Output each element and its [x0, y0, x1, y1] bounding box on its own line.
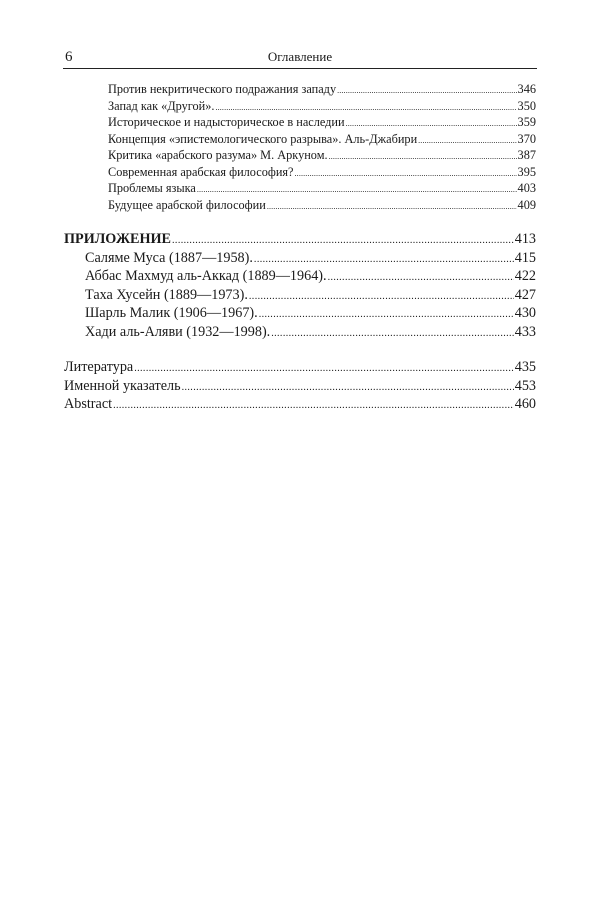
toc-entry-title: Будущее арабской философии — [108, 197, 266, 212]
dot-leader — [172, 235, 514, 246]
dot-leader — [267, 202, 517, 211]
toc-entry — [64, 324, 536, 341]
dot-leader — [346, 119, 517, 128]
running-title: Оглавление — [267, 49, 333, 64]
page-header — [63, 46, 537, 69]
toc-entry-page: 350 — [517, 98, 536, 113]
toc-entry-page: 395 — [517, 164, 536, 179]
dot-leader — [134, 363, 513, 374]
dot-leader — [259, 309, 514, 320]
toc-entry-page: 409 — [517, 197, 536, 212]
toc-entry — [64, 250, 536, 267]
toc-section-appendix — [64, 231, 536, 248]
toc-section-title: ПРИЛОЖЕНИЕ — [64, 231, 172, 247]
toc-entry — [108, 99, 536, 114]
toc-entry-title: Аббас Махмуд аль-Аккад (1889—1964). — [85, 268, 327, 284]
toc-entry-page: 415 — [514, 249, 536, 266]
toc-entry-page: 427 — [514, 286, 536, 303]
toc-entry — [64, 305, 536, 322]
toc-entry-page: 430 — [514, 305, 536, 321]
toc-entry-title: Историческое и надысторическое в наследии — [108, 115, 345, 129]
toc-entry-title: Критика «арабского разума» М. Аркуном. — [108, 148, 328, 162]
toc-entry-title: Литература — [64, 359, 134, 375]
toc-entry-page: 435 — [514, 359, 536, 375]
toc-entry-page: 387 — [517, 148, 536, 162]
toc-entry-title: Таха Хусейн (1889—1973). — [85, 286, 248, 303]
toc-entry-page: 403 — [517, 181, 536, 195]
toc-entry-page: 422 — [514, 268, 536, 284]
toc-entry-title: Саляме Муса (1887—1958). — [85, 249, 253, 266]
dot-leader — [328, 272, 514, 283]
toc-entry — [64, 378, 536, 395]
toc-entry — [64, 396, 536, 413]
dot-leader — [271, 328, 513, 339]
dot-leader — [295, 169, 517, 178]
toc-entry-title: Abstract — [64, 396, 113, 412]
dot-leader — [197, 185, 517, 194]
toc-entry — [64, 268, 536, 285]
dot-leader — [254, 254, 514, 265]
toc-entry-page: 359 — [517, 115, 536, 129]
toc-entry — [108, 115, 536, 130]
toc-entry-title: Шарль Малик (1906—1967). — [85, 305, 258, 321]
toc-entry-title: Именной указатель — [64, 377, 181, 394]
toc-entry — [108, 165, 536, 180]
toc-entry — [64, 359, 536, 376]
toc-entry-title: Запад как «Другой». — [108, 98, 215, 113]
toc-entry-page: 370 — [517, 131, 536, 146]
toc-entry-page: 413 — [514, 231, 536, 247]
toc-entry — [108, 82, 536, 97]
dot-leader — [329, 152, 517, 161]
toc-entry-title: Проблемы языка — [108, 181, 196, 195]
dot-leader — [418, 136, 516, 145]
toc-entry-title: Концепция «эпистемологического разрыва». Аль-Джабири — [108, 131, 418, 146]
toc-entry — [108, 148, 536, 163]
toc-entry-page: 433 — [514, 323, 536, 340]
toc-entry-title: Современная арабская философия? — [108, 164, 294, 179]
toc-entry — [108, 181, 536, 196]
toc-entry-title: Хади аль-Аляви (1932—1998). — [85, 323, 271, 340]
page-number: 6 — [65, 49, 73, 65]
dot-leader — [337, 86, 516, 95]
toc-entry — [64, 287, 536, 304]
toc-entry — [108, 198, 536, 213]
dot-leader — [249, 291, 514, 302]
dot-leader — [215, 103, 516, 112]
toc-entry-page: 453 — [514, 377, 536, 394]
toc-entry-title: Против некритического подражания западу — [108, 82, 337, 96]
dot-leader — [113, 400, 514, 411]
toc-entry-page: 460 — [514, 396, 536, 412]
toc-entry-page: 346 — [517, 82, 536, 96]
dot-leader — [182, 382, 514, 393]
toc-entry — [108, 132, 536, 147]
